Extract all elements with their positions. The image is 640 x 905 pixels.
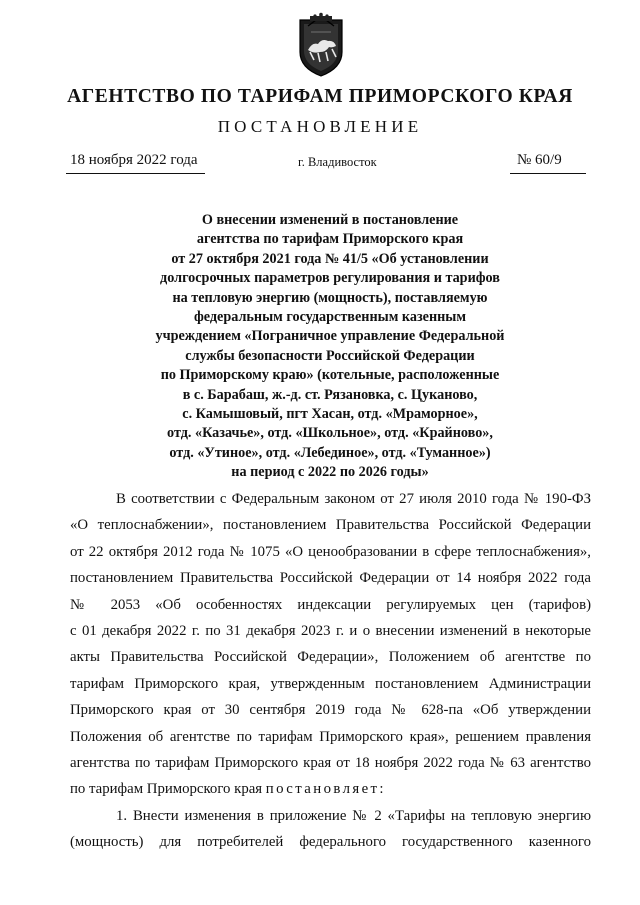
body-line: № 2053 «Об особенностях индексации регулируемых цен (тарифов) bbox=[70, 596, 591, 613]
body-text-fragment: по тарифам Приморского края bbox=[70, 781, 266, 798]
title-line: на тепловую энергию (мощность), поставляемую bbox=[172, 289, 488, 306]
title-line: отд. «Утиное», отд. «Лебединое», отд. «Туманное») bbox=[169, 444, 491, 461]
title-line: учреждением «Пограничное управление Федеральной bbox=[155, 328, 505, 345]
body-line: В соответствии с Федеральным законом от 27 июля 2010 года № 190-ФЗ bbox=[116, 491, 591, 507]
body-line: Положения об агентстве по тарифам Приморского края», решением правления bbox=[70, 728, 591, 745]
title-line: на период с 2022 по 2026 годы» bbox=[231, 464, 429, 481]
body-line: 1. Внести изменения в приложение № 2 «Тарифы на тепловую энергию bbox=[116, 807, 591, 824]
agency-title: АГЕНТСТВО ПО ТАРИФАМ ПРИМОРСКОГО КРАЯ bbox=[67, 86, 573, 107]
title-line: с. Камышовый, пгт Хасан, отд. «Мраморное», bbox=[182, 406, 478, 423]
document-number: № 60/9 bbox=[517, 152, 562, 168]
title-line: долгосрочных параметров регулирования и тарифов bbox=[160, 270, 500, 287]
document-date: 18 ноября 2022 года bbox=[70, 152, 198, 168]
title-line: отд. «Казачье», отд. «Школьное», отд. «Крайново», bbox=[167, 425, 493, 442]
body-line: «О теплоснабжении», постановлением Правительства Российской Федерации bbox=[70, 517, 591, 534]
resolution-word: постановляет: bbox=[265, 781, 386, 798]
date-underline bbox=[66, 173, 205, 174]
document-city: г. Владивосток bbox=[298, 155, 377, 169]
number-underline bbox=[510, 173, 586, 174]
body-line: с 01 декабря 2022 г. по 31 декабря 2023 г. и о внесении изменений в некоторые bbox=[70, 622, 591, 639]
body-line: от 22 октября 2012 года № 1075 «О ценообразовании в сфере теплоснабжения», bbox=[70, 543, 591, 560]
title-line: в с. Барабаш, ж.-д. ст. Рязановка, с. Цуканово, bbox=[182, 386, 478, 403]
document-body bbox=[70, 486, 591, 855]
body-line-final bbox=[70, 776, 591, 802]
title-line: О внесении изменений в постановление bbox=[201, 212, 459, 228]
title-line: федеральным государственным казенным bbox=[193, 309, 467, 326]
body-line: Приморского края от 30 сентября 2019 года № 628-па «Об утверждении bbox=[70, 702, 591, 719]
body-line: постановлением Правительства Российской Федерации от 14 ноября 2022 года bbox=[70, 570, 591, 587]
primorsky-coat-of-arms-icon bbox=[296, 12, 346, 78]
title-line: по Приморскому краю» (котельные, расположенные bbox=[160, 367, 500, 384]
body-line: (мощность) для потребителей федерального государственного казенного bbox=[70, 834, 591, 851]
body-line: тарифам Приморского края, утвержденным постановлением Администрации bbox=[70, 675, 591, 692]
title-line: от 27 октября 2021 года № 41/5 «Об установлении bbox=[171, 250, 489, 267]
body-line: акты Правительства Российской Федерации», Положением об агентстве по bbox=[70, 649, 591, 666]
title-line: агентства по тарифам Приморского края bbox=[196, 231, 464, 248]
document-type: ПОСТАНОВЛЕНИЕ bbox=[217, 117, 423, 136]
document-title bbox=[100, 211, 560, 483]
body-line: агентства по тарифам Приморского края от 18 ноября 2022 года № 63 агентство bbox=[70, 754, 591, 771]
title-line: службы безопасности Российской Федерации bbox=[185, 347, 475, 364]
